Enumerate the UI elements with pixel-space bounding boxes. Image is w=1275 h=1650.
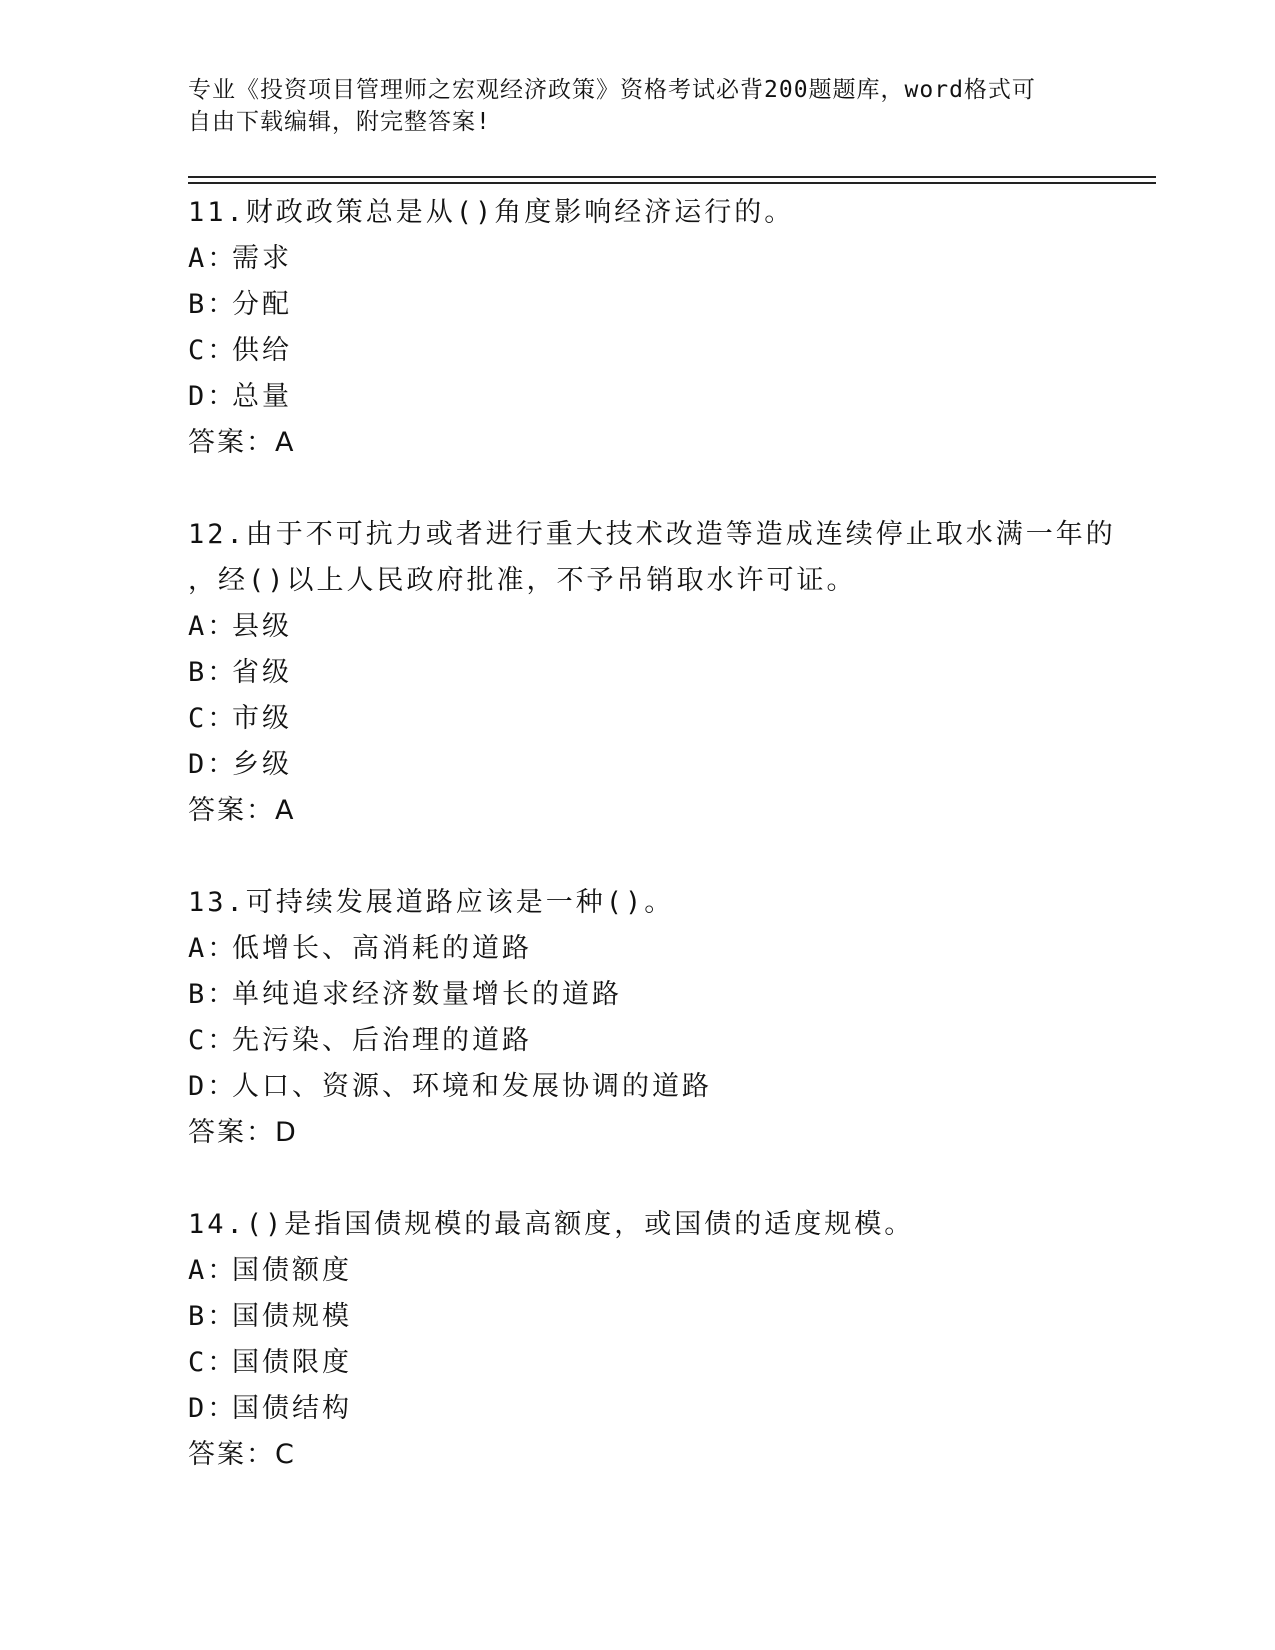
- header-line-2: 自由下载编辑，附完整答案!: [188, 109, 491, 135]
- option-c: [188, 328, 1088, 374]
- option-a: [188, 236, 1088, 282]
- document-header: [188, 74, 1068, 138]
- option-a: [188, 926, 1088, 972]
- question-13: [188, 880, 1088, 1156]
- option-key: C：: [188, 335, 238, 366]
- option-key: B：: [188, 657, 238, 688]
- question-11: [188, 190, 1088, 466]
- header-divider-bottom: [188, 182, 1156, 184]
- option-key: A：: [188, 611, 238, 642]
- option-d: [188, 1386, 1088, 1432]
- question-text-continued: ，经()以上人民政府批准，不予吊销取水许可证。: [188, 565, 857, 596]
- option-text: 单纯追求经济数量增长的道路: [232, 979, 622, 1010]
- option-key: B：: [188, 289, 238, 320]
- option-text: 市级: [232, 703, 292, 734]
- option-text: 乡级: [232, 749, 292, 780]
- question-list: [188, 190, 1116, 1524]
- option-c: [188, 696, 1088, 742]
- answer-label: 答案：D: [188, 1117, 298, 1148]
- option-d: [188, 374, 1088, 420]
- option-a: [188, 1248, 1088, 1294]
- option-text: 国债限度: [232, 1347, 352, 1378]
- option-key: C：: [188, 1025, 238, 1056]
- option-text: 供给: [232, 335, 292, 366]
- option-text: 国债额度: [232, 1255, 352, 1286]
- option-key: B：: [188, 1301, 238, 1332]
- option-text: 总量: [232, 381, 292, 412]
- answer-label: 答案：A: [188, 795, 296, 826]
- option-b: [188, 1294, 1088, 1340]
- option-text: 需求: [232, 243, 292, 274]
- option-text: 省级: [232, 657, 292, 688]
- option-text: 县级: [232, 611, 292, 642]
- option-key: D：: [188, 1393, 238, 1424]
- option-key: C：: [188, 1347, 238, 1378]
- option-c: [188, 1340, 1088, 1386]
- option-key: D：: [188, 1071, 238, 1102]
- question-12: [188, 512, 1116, 834]
- option-key: A：: [188, 933, 238, 964]
- option-d: [188, 1064, 1088, 1110]
- option-key: A：: [188, 1255, 238, 1286]
- option-text: 先污染、后治理的道路: [232, 1025, 532, 1056]
- option-b: [188, 972, 1088, 1018]
- option-key: B：: [188, 979, 238, 1010]
- header-line-1: 专业《投资项目管理师之宏观经济政策》资格考试必背200题题库，word格式可: [188, 77, 1036, 103]
- option-key: D：: [188, 749, 238, 780]
- option-b: [188, 282, 1088, 328]
- option-b: [188, 650, 1088, 696]
- option-a: [188, 604, 1088, 650]
- option-text: 分配: [232, 289, 292, 320]
- option-d: [188, 742, 1088, 788]
- answer-label: 答案：A: [188, 427, 296, 458]
- option-text: 国债规模: [232, 1301, 352, 1332]
- question-text: 12.由于不可抗力或者进行重大技术改造等造成连续停止取水满一年的: [188, 519, 1116, 550]
- question-14: [188, 1202, 1088, 1478]
- option-key: C：: [188, 703, 238, 734]
- option-text: 低增长、高消耗的道路: [232, 933, 532, 964]
- option-key: A：: [188, 243, 238, 274]
- option-text: 人口、资源、环境和发展协调的道路: [232, 1071, 712, 1102]
- option-key: D：: [188, 381, 238, 412]
- header-divider-top: [188, 176, 1156, 178]
- question-text: 13.可持续发展道路应该是一种()。: [188, 887, 675, 918]
- question-text: 11.财政政策总是从()角度影响经济运行的。: [188, 197, 795, 228]
- option-text: 国债结构: [232, 1393, 352, 1424]
- answer-label: 答案：C: [188, 1439, 296, 1470]
- question-text: 14.()是指国债规模的最高额度，或国债的适度规模。: [188, 1209, 915, 1240]
- option-c: [188, 1018, 1088, 1064]
